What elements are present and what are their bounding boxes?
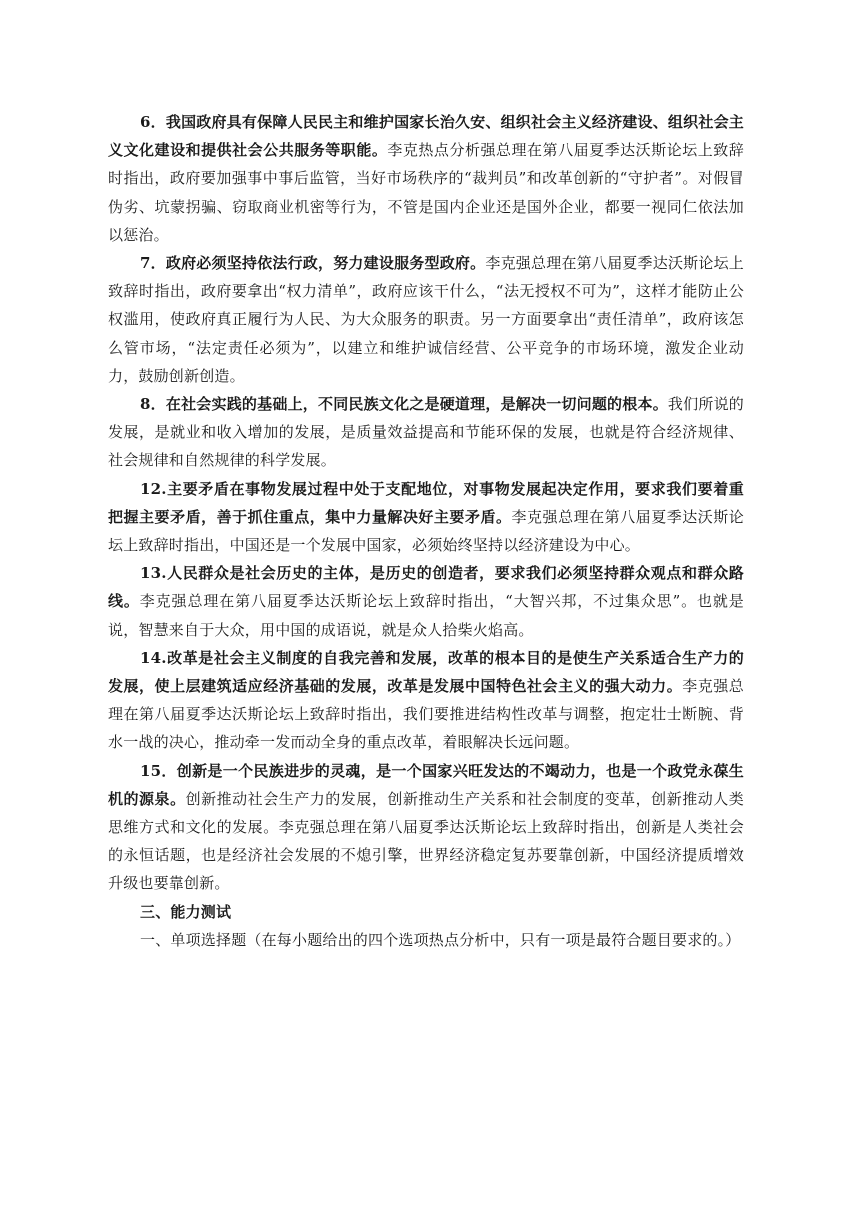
paragraph-body: 李克强总理在第八届夏季达沃斯论坛上致辞时指出，“大智兴邦，不过集众思”。也就是说，智慧来自于大众，用中国的成语说，就是众人拾柴火焰高。 bbox=[108, 592, 744, 639]
paragraph-body: 李克热点分析强总理在第八届夏季达沃斯论坛上致辞时指出，政府要加强事中事后监管，当好市场秩序的“裁判员”和改革创新的“守护者”。对假冒伪劣、坑蒙拐骗、窃取商业机密等行为，不管是国内企业还是国外企业，都要一视同仁依法加以惩治。 bbox=[108, 141, 744, 244]
paragraph-body: 我们所说的发展，是就业和收入增加的发展，是质量效益提高和节能环保的发展，也就是符合经济规律、社会规律和自然规律的科学发展。 bbox=[108, 395, 744, 470]
document-page bbox=[108, 108, 744, 954]
paragraph-lead: 13.人民群众是社会历史的主体，是历史的创造者，要求我们必须坚持群众观点和群众路线。 bbox=[108, 564, 744, 611]
paragraph-lead: 15．创新是一个民族进步的灵魂，是一个国家兴旺发达的不竭动力，也是一个政党永葆生机的源泉。 bbox=[108, 761, 744, 808]
paragraph-lead: 14.改革是社会主义制度的自我完善和发展，改革的根本目的是使生产关系适合生产力的发展，使上层建筑适应经济基础的发展，改革是发展中国特色社会主义的强大动力。 bbox=[108, 648, 744, 696]
paragraph-14 bbox=[108, 644, 744, 757]
paragraph-15 bbox=[108, 757, 744, 898]
paragraph-13 bbox=[108, 559, 744, 644]
paragraph-lead: 8．在社会实践的基础上，不同民族文化之是硬道理，是解决一切问题的根本。 bbox=[140, 395, 668, 414]
paragraph-body: 李克强总理在第八届夏季达沃斯论坛上致辞时指出，中国还是一个发展中国家，必须始终坚持以经济建设为中心。 bbox=[108, 507, 744, 555]
subsection-title: 一、单项选择题（在每小题给出的四个选项热点分析中，只有一项是最符合题目要求的。） bbox=[140, 930, 741, 949]
paragraph-lead: 7．政府必须坚持依法行政，努力建设服务型政府。 bbox=[140, 254, 486, 273]
paragraph-body: 创新推动社会生产力的发展，创新推动生产关系和社会制度的变革，创新推动人类思维方式和文化的发展。李克强总理在第八届夏季达沃斯论坛上致辞时指出，创新是人类社会的永恒话题，也是经济社会发展的不熄引擎，世界经济稳定复苏要靠创新，中国经济提质增效升级也要靠创新。 bbox=[108, 789, 744, 893]
paragraph-8 bbox=[108, 390, 744, 475]
paragraph-7 bbox=[108, 249, 744, 390]
section-heading: 三、能力测试 bbox=[140, 902, 232, 921]
paragraph-6 bbox=[108, 108, 744, 249]
paragraph-body: 李克强总理在第八届夏季达沃斯论坛上致辞时指出，我们要推进结构性改革与调整，抱定壮士断腕、背水一战的决心，推动牵一发而动全身的重点改革，着眼解决长远问题。 bbox=[108, 677, 744, 752]
paragraph-12 bbox=[108, 475, 744, 560]
paragraph-lead: 12.主要矛盾在事物发展过程中处于支配地位，对事物发展起决定作用，要求我们要着重把握主要矛盾，善于抓住重点，集中力量解决好主要矛盾。 bbox=[108, 479, 744, 526]
paragraph-body: 李克强总理在第八届夏季达沃斯论坛上致辞时指出，政府要拿出“权力清单”，政府应该干什么，“法无授权不可为”，这样才能防止公权滥用，使政府真正履行为人民、为大众服务的职责。另一方面要拿出“责任清单”，政府该怎么管市场，“法定责任必须为”，以建立和维护诚信经营、公平竞争的市场环境，激发企业动力，鼓励创新创造。 bbox=[108, 254, 745, 385]
paragraph-lead: 6．我国政府具有保障人民民主和维护国家长治久安、组织社会主义经济建设、组织社会主义文化建设和提供社会公共服务等职能。 bbox=[108, 113, 744, 160]
